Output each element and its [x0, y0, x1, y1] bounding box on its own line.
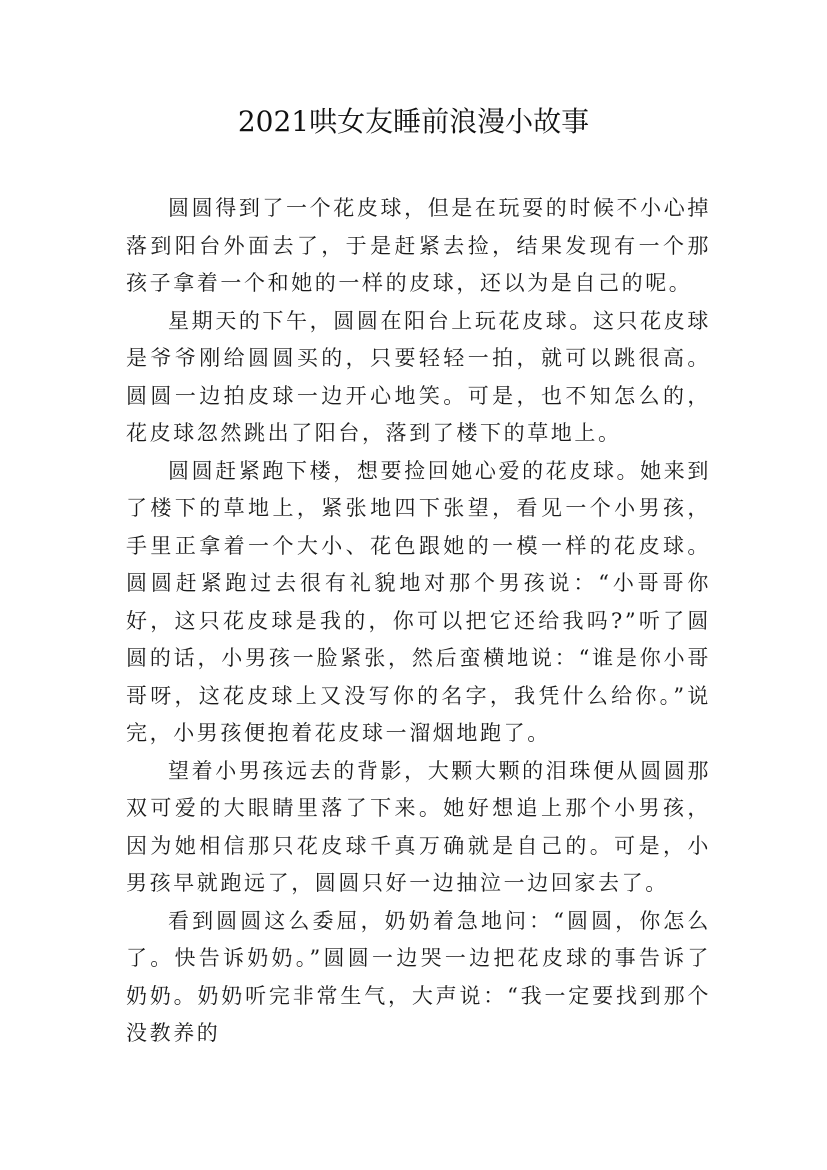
- paragraph-4: 望着小男孩远去的背影，大颗大颗的泪珠便从圆圆那双可爱的大眼睛里落了下来。她好想追上那个小男孩，因为她相信那只花皮球千真万确就是自己的。可是，小男孩早就跑远了，圆圆只好一边抽泣一边回家去了。: [126, 758, 711, 895]
- paragraph-2: 星期天的下午，圆圆在阳台上玩花皮球。这只花皮球是爷爷刚给圆圆买的，只要轻轻一拍，就可以跳很高。圆圆一边拍皮球一边开心地笑。可是，也不知怎么的，花皮球忽然跳出了阳台，落到了楼下的草地上。: [126, 308, 711, 445]
- paragraph-1: 圆圆得到了一个花皮球，但是在玩耍的时候不小心掉落到阳台外面去了，于是赶紧去捡，结果发现有一个那孩子拿着一个和她的一样的皮球，还以为是自己的呢。: [126, 196, 711, 295]
- paragraph-3: 圆圆赶紧跑下楼，想要捡回她心爱的花皮球。她来到了楼下的草地上，紧张地四下张望，看见一个小男孩，手里正拿着一个大小、花色跟她的一模一样的花皮球。圆圆赶紧跑过去很有礼貌地对那个男孩说：“小哥哥你好，这只花皮球是我的，你可以把它还给我吗?”听了圆圆的话，小男孩一脸紧张，然后蛮横地说：“谁是你小哥哥呀，这花皮球上又没写你的名字，我凭什么给你。”说完，小男孩便抱着花皮球一溜烟地跑了。: [126, 458, 711, 745]
- document-body: [126, 190, 711, 1053]
- paragraph-5: 看到圆圆这么委屈，奶奶着急地问：“圆圆，你怎么了。快告诉奶奶。”圆圆一边哭一边把花皮球的事告诉了奶奶。奶奶听完非常生气，大声说：“我一定要找到那个没教养的: [126, 908, 711, 1045]
- document-title: 2021哄女友睡前浪漫小故事: [237, 105, 590, 138]
